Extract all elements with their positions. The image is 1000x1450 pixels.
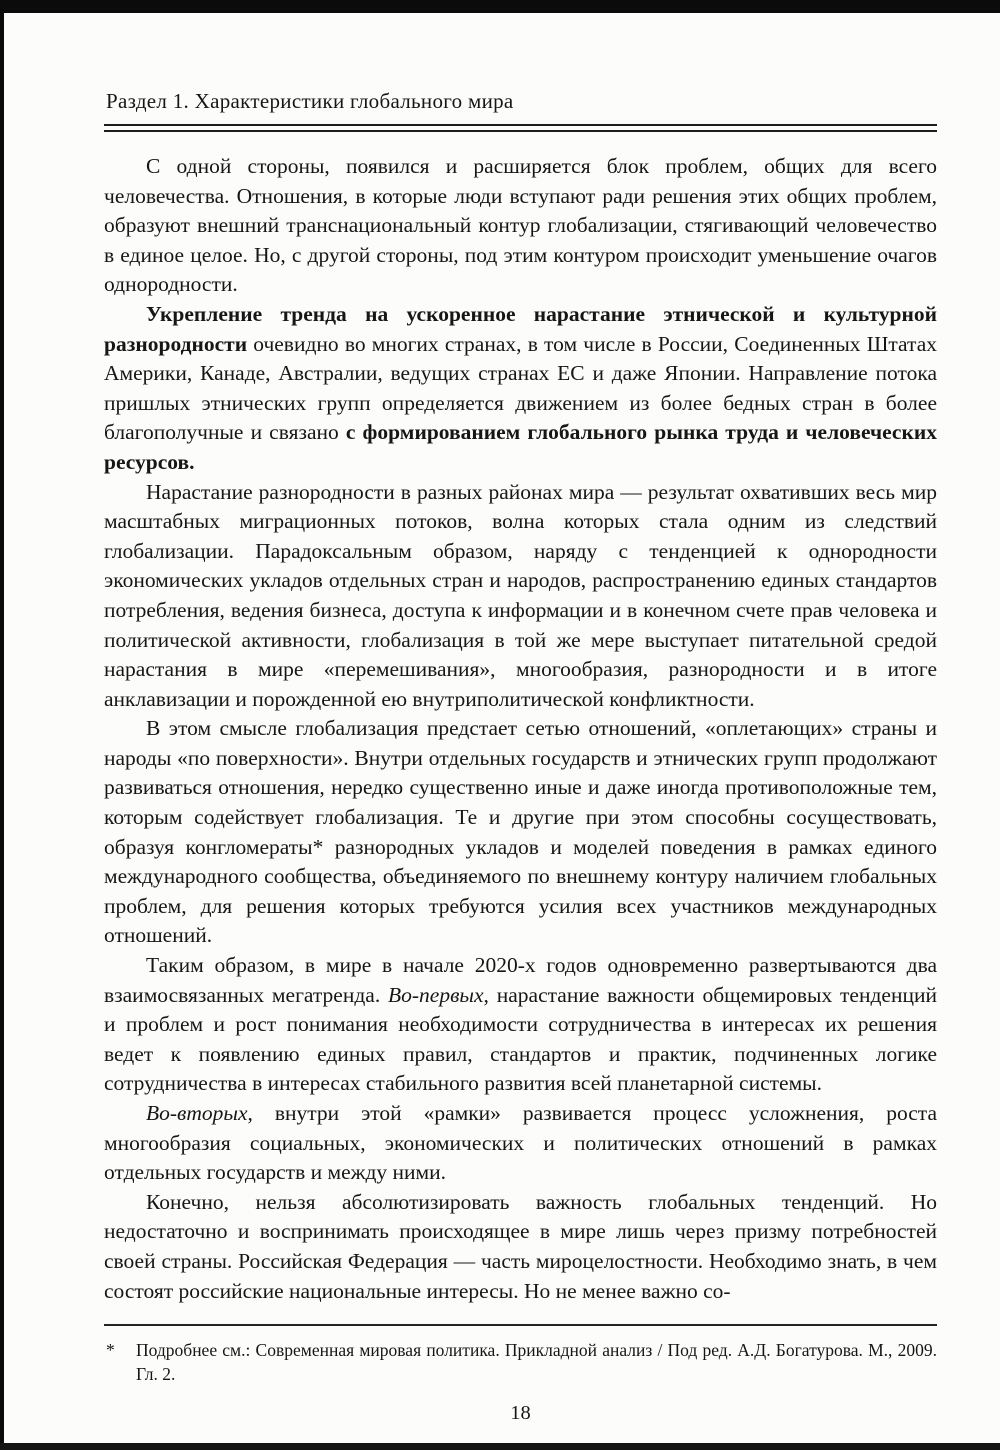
paragraph-text: , нарастание важности общемировых тенденций и проблем и рост понимания необходимости сотрудничества в интересах их решения ведет к появлению единых правил, стандартов и практик, подчиненных логике сотрудничества в интересах стабильного развития всей планетарной системы. <box>104 982 937 1096</box>
scan-edge-bottom <box>0 1443 1000 1450</box>
paragraph-text: Нарастание разнородности в разных районах мира — результат охвативших весь мир масштабных миграционных потоков, волна которых стала одним из следствий глобализации. Парадоксальным образом, наряду с тенденцией к однородности экономических укладов отдельных стран и народов, распространению единых стандартов потребления, ведения бизнеса, доступа к информации и в конечном счете прав человека и политической активности, глобализация в той же мере выступает питательной средой нарастания в мире «перемешивания», многообразия, разнородности и в итоге анклавизации и порожденной ею внутриполитической конфликтности. <box>104 479 937 711</box>
paragraph-text: , внутри этой «рамки» развивается процесс усложнения, роста многообразия социальных, экономических и политических отношений в рамках отдельных государств и между ними. <box>104 1101 937 1185</box>
footnote-marker: * <box>106 1340 115 1361</box>
scan-edge-left <box>0 0 4 1450</box>
paragraph-6 <box>104 1099 937 1188</box>
paragraph-2 <box>104 300 937 478</box>
paragraph-3 <box>104 478 937 715</box>
running-header: Раздел 1. Характеристики глобального мира <box>106 89 514 113</box>
paragraph-text: С одной стороны, появился и расширяется блок проблем, общих для всего человечества. Отношения, в которые люди вступают ради решения этих общих проблем, образуют внешний транснациональный контур глобализации, стягивающий человечество в единое целое. Но, с другой стороны, под этим контуром происходит уменьшение очагов однородности. <box>104 154 937 297</box>
paragraph-text-bold: Укрепление тренда на ускоренное нарастание этнической и культурной разнородности <box>104 301 937 356</box>
paragraph-text-italic: Во-первых <box>388 982 484 1007</box>
scan-edge-top <box>0 0 1000 13</box>
footnote-text: Подробнее см.: Современная мировая политика. Прикладной анализ / Под ред. А.Д. Богатурова. М., 2009. Гл. 2. <box>136 1340 937 1385</box>
header-double-rule <box>104 124 937 132</box>
paragraph-5 <box>104 951 937 1099</box>
paragraph-4 <box>104 714 937 951</box>
paragraph-text: очевидно во многих странах, в том числе в России, Соединенных Штатах Америки, Канаде, Австралии, ведущих странах ЕС и даже Японии. Направление потока пришлых этнических групп определяется движением из более бедных стран в более благополучные и связано <box>104 331 937 445</box>
page-number: 18 <box>510 1402 531 1425</box>
footnote <box>104 1324 937 1386</box>
paragraph-text: В этом смысле глобализация предстает сетью отношений, «оплетающих» страны и народы «по поверхности». Внутри отдельных государств и этнических групп продолжают развиваться отношения, нередко существенно иные и даже иногда противоположные тем, которым содействует глобализация. Те и другие при этом способны сосуществовать, образуя конгломераты* разнородных укладов и моделей поведения в рамках единого международного сообщества, объединяемого по внешнему контуру наличием глобальных проблем, для решения которых требуются усилия всех участников международных отношений. <box>104 716 937 948</box>
page-content <box>104 88 937 1425</box>
paragraph-text: Конечно, нельзя абсолютизировать важность глобальных тенденций. Но недостаточно и воспринимать происходящее в мире лишь через призму потребностей своей страны. Российская Федерация — часть мироцелостности. Необходимо знать, в чем состоят российские национальные интересы. Но не менее важно со- <box>104 1189 937 1303</box>
paragraph-text-italic: Во-вторых <box>146 1101 248 1125</box>
paragraph-7 <box>104 1188 937 1306</box>
paragraph-1 <box>104 152 937 300</box>
body-text <box>104 152 937 1306</box>
paragraph-text: Таким образом, в мире в начале 2020-х годов одновременно развертываются два взаимосвязанных мегатренда. <box>104 953 937 1007</box>
paragraph-text-bold: с формированием глобального рынка труда и человеческих ресурсов. <box>104 420 937 474</box>
